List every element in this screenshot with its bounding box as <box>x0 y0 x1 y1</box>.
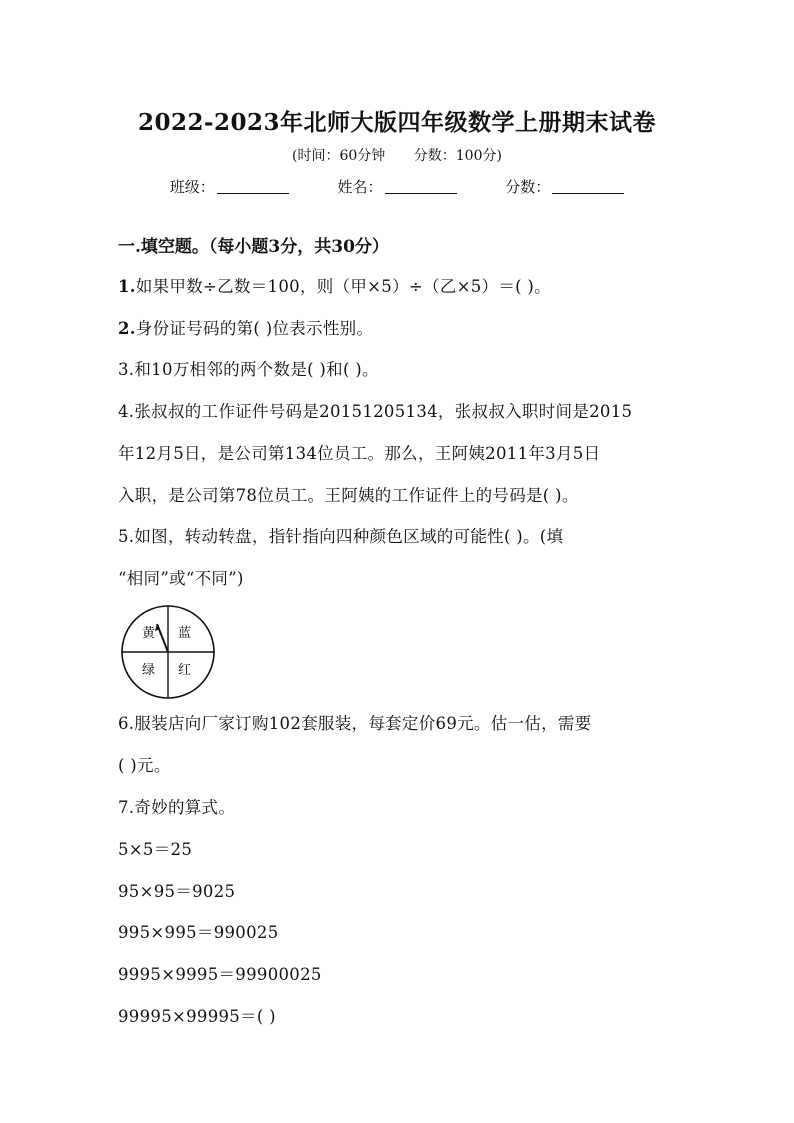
score-field <box>505 176 624 197</box>
student-info <box>0 176 794 197</box>
question-4-line-3: 入职，是公司第78位员工。王阿姨的工作证件上的号码是( )。 <box>118 486 579 505</box>
question-number: 1. <box>118 277 136 296</box>
name-label: 姓名： <box>337 178 383 196</box>
question-4-line-2: 年12月5日，是公司第134位员工。那么，王阿姨2011年3月5日 <box>118 444 601 463</box>
sector-label-red: 红 <box>178 663 192 678</box>
section-heading: 一.填空题。（每小题3分，共30分） <box>118 237 389 257</box>
question-number: 2. <box>118 319 136 338</box>
class-blank[interactable] <box>217 179 289 194</box>
name-field <box>337 176 456 197</box>
equation-4: 9995×9995＝99900025 <box>118 965 322 984</box>
time-limit: (时间：60分钟 <box>292 148 386 164</box>
sector-label-green: 绿 <box>142 663 156 678</box>
question-text: 如果甲数÷乙数＝100，则（甲×5）÷（乙×5）＝( )。 <box>135 277 551 296</box>
question-7-heading: 7.奇妙的算式。 <box>118 798 236 817</box>
equation-5: 99995×99995＝( ) <box>118 1007 276 1026</box>
name-blank[interactable] <box>385 179 457 194</box>
equation-3: 995×995＝990025 <box>118 923 279 942</box>
equation-1: 5×5＝25 <box>118 840 193 859</box>
class-field <box>170 176 289 197</box>
spinner-wheel <box>120 604 216 700</box>
question-5-line-2: “相同”或“不同”) <box>118 569 244 588</box>
question-4-line-1: 4.张叔叔的工作证件号码是20151205134，张叔叔入职时间是2015 <box>118 402 633 421</box>
question-3: 3.和10万相邻的两个数是( )和( )。 <box>118 360 379 379</box>
question-2 <box>118 315 373 339</box>
score-blank[interactable] <box>552 179 624 194</box>
sector-label-yellow: 黄 <box>142 626 156 641</box>
sector-label-blue: 蓝 <box>178 626 192 641</box>
class-label: 班级： <box>169 178 215 196</box>
question-6-line-1: 6.服装店向厂家订购102套服装，每套定价69元。估一估，需要 <box>118 714 592 733</box>
question-6-line-2: ( )元。 <box>118 756 171 775</box>
question-5-line-1: 5.如图，转动转盘，指针指向四种颜色区域的可能性( )。(填 <box>118 527 564 546</box>
question-1 <box>118 273 551 297</box>
total-score: 分数：100分) <box>413 148 502 164</box>
question-text: 身份证号码的第( )位表示性别。 <box>135 319 374 338</box>
score-label: 分数： <box>505 178 551 196</box>
page-title: 2022-2023年北师大版四年级数学上册期末试卷 <box>137 109 657 136</box>
exam-meta <box>0 145 794 165</box>
equation-2: 95×95＝9025 <box>118 882 236 901</box>
